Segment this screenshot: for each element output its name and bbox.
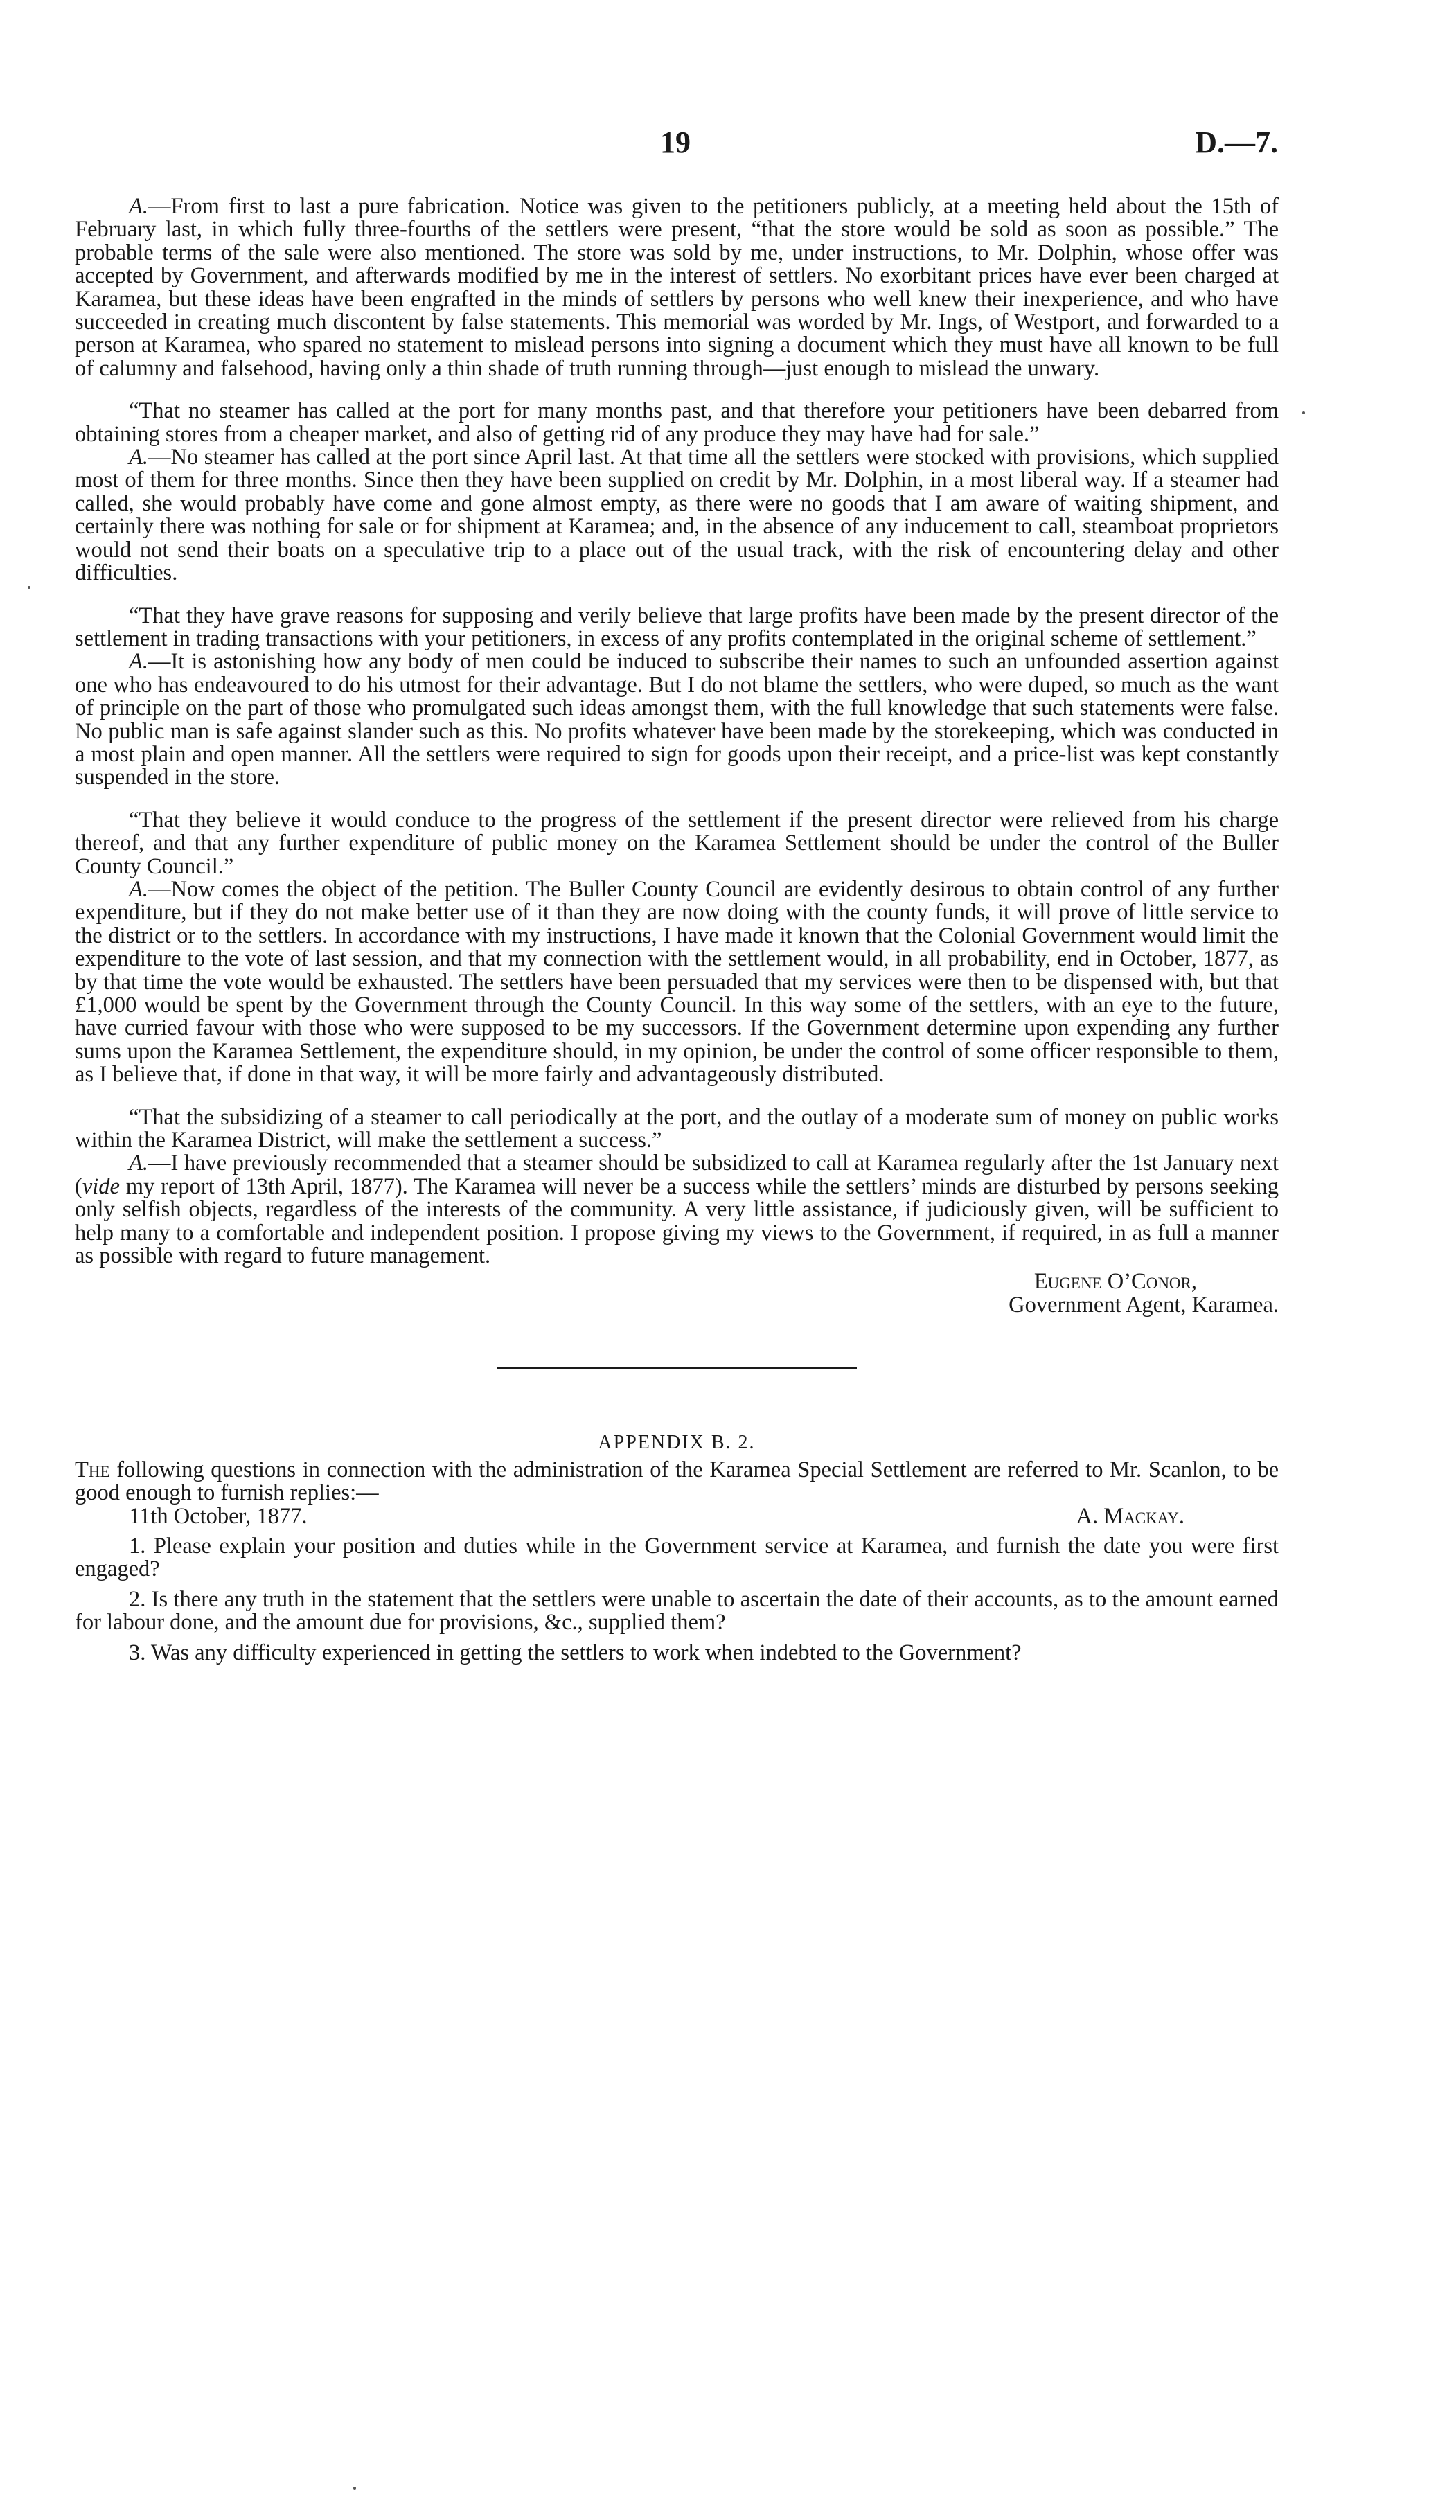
- scan-speck: [28, 586, 30, 589]
- appendix-date: 11th October, 1877.: [129, 1503, 308, 1529]
- appendix-title: APPENDIX B. 2.: [598, 1432, 756, 1454]
- scan-speck: [1302, 411, 1305, 414]
- page-header: [73, 125, 1278, 166]
- page-number: 19: [660, 125, 691, 159]
- answer-paragraph-5: [75, 650, 1279, 789]
- body-text: [75, 195, 1279, 1665]
- answer-mark: A.: [129, 649, 148, 675]
- answer-text: —Now comes the object of the petition. The Buller County Council are evidently desirous to obtain control of any further expenditure, but if they do not make better use of it than they are now doing with the county funds, it will prove of little service to the district or to the settlers. In accordance with my instructions, I have made it known that the Colonial Government would limit the expenditure to the vote of last session, and that my connection with the settlement would, in all probability, end in October, 1877, as by that time the vote would be exhausted. The settlers have been persuaded that my services were then to be dispensed with, but that £1,000 would be spent by the Government through the County Council. In this way some of the settlers, with an eye to the future, have curried favour with those who were supposed to be my successors. If the Government determine upon expending any further sums upon the Karamea Settlement, the expenditure should, in my opinion, be under the control of some officer responsible to them, as I believe that, if done in that way, it will be more fairly and advantageously distributed.: [75, 876, 1279, 1088]
- answer-mark: A.: [129, 445, 148, 470]
- petition-quote-6: “That they believe it would conduce to the progress of the settlement if the present director were relieved from his charge thereof, and that any further expenditure of public money on the Karamea Settlement should be under the control of the Buller County Council.”: [75, 807, 1279, 879]
- answer-mark: A.: [129, 1151, 148, 1176]
- vide-italic: vide: [82, 1173, 120, 1199]
- section-divider: [497, 1367, 857, 1369]
- question-3: 3. Was any difficulty experienced in getting the settlers to work when indebted to the Government?: [129, 1640, 1022, 1665]
- signature-block: [75, 1270, 1279, 1317]
- scan-speck: [353, 2487, 356, 2490]
- answer-text: my report of 13th April, 1877). The Karamea will never be a success while the settlers’ minds are disturbed by persons seeking only selfish objects, regardless of the interests of the community. A very little assistance, if judiciously given, will be sufficient to help many to a comfortable and independent position. I propose giving my views to the Government, if required, in as full a manner as possible with regard to future management.: [75, 1173, 1279, 1269]
- petition-quote-2: “That no steamer has called at the port for many months past, and that therefore your petitioners have been debarred from obtaining stores from a cheaper market, and also of getting rid of any produce they may have had for sale.”: [75, 398, 1279, 447]
- answer-text: —From first to last a pure fabrication. Notice was given to the petitioners publicly, at a meeting held about the 15th of February last, in which fully three-fourths of the settlers were present, “that the store would be sold as soon as possible.” The probable terms of the sale were also mentioned. The store was sold by me, under instructions, to Mr. Dolphin, whose offer was accepted by Government, and afterwards modified by me in the interest of settlers. No exorbitant prices have ever been charged at Karamea, but these ideas have been engrafted in the minds of settlers by persons who well knew their inexperience, and who have succeeded in creating much discontent by false statements. This memorial was worded by Mr. Ings, of Westport, and forwarded to a person at Karamea, who spared no statement to mislead persons into signing a document which they must have all known to be full of calumny and falsehood, having only a thin shade of truth running through—just enough to mislead the unwary.: [75, 194, 1279, 381]
- appendix-signer: A. Mackay.: [1076, 1503, 1184, 1529]
- appendix-intro: [75, 1459, 1279, 1505]
- document-reference: D.—7.: [1195, 125, 1278, 159]
- signatory-title: Government Agent, Karamea.: [1009, 1292, 1279, 1317]
- answer-text: —I have previously recommended that a steamer should be subsidized to call at Karamea regularly after the 1st January next (: [75, 1151, 1279, 1199]
- answer-mark: A.: [129, 194, 148, 219]
- answer-text: —It is astonishing how any body of men could be induced to subscribe their names to such an unfounded assertion against one who has endeavoured to do his utmost for their advantage. But I do not blame the settlers, who were duped, so much as the want of principle on the part of those who promulgated such ideas amongst them, with the full knowledge that such statements were false. No public man is safe against slander such as this. No profits whatever have been made by the storekeeping, which was conducted in a most plain and open manner. All the settlers were required to sign for goods upon their receipt, and a price-list was kept constantly suspended in the store.: [75, 649, 1279, 790]
- answer-text: —No steamer has called at the port since April last. At that time all the settlers were stocked with provisions, which supplied most of them for three months. Since then they have been supplied on credit by Mr. Dolphin, in a most liberal way. If a steamer had called, she would probably have come and gone almost empty, as there were no goods that I am aware of waiting shipment, and certainly there was nothing for sale or for shipment at Karamea; and, in the absence of any inducement to call, steamboat proprietors would not send their boats on a speculative trip to a place out of the usual track, with the risk of encountering delay and other difficulties.: [75, 445, 1279, 586]
- question-1: 1. Please explain your position and duties while in the Government service at Karamea, and furnish the date you were first engaged?: [75, 1533, 1279, 1582]
- signatory-name: Eugene O’Conor,: [1033, 1269, 1197, 1295]
- appendix-date-line: [75, 1505, 1279, 1528]
- answer-paragraph-9: [75, 1152, 1279, 1268]
- appendix-intro-lead: The: [75, 1457, 110, 1482]
- question-2: 2. Is there any truth in the statement that the settlers were unable to ascertain the date of their accounts, as to the amount earned for labour done, and the amount due for provisions, &c., supplied them?: [75, 1586, 1279, 1635]
- answer-paragraph-3: [75, 446, 1279, 585]
- petition-quote-8: “That the subsidizing of a steamer to call periodically at the port, and the outlay of a moderate sum of money on public works within the Karamea District, will make the settlement a success.”: [75, 1104, 1279, 1153]
- answer-mark: A.: [129, 876, 148, 902]
- petition-quote-4: “That they have grave reasons for supposing and verily believe that large profits have been made by the present director of the settlement in trading transactions with your petitioners, in excess of any profits contemplated in the original scheme of settlement.”: [75, 603, 1279, 651]
- appendix-intro-text: following questions in connection with the administration of the Karamea Special Settlement are referred to Mr. Scanlon, to be good enough to furnish replies:—: [75, 1457, 1279, 1506]
- answer-paragraph-1: [75, 195, 1279, 380]
- answer-paragraph-7: [75, 878, 1279, 1087]
